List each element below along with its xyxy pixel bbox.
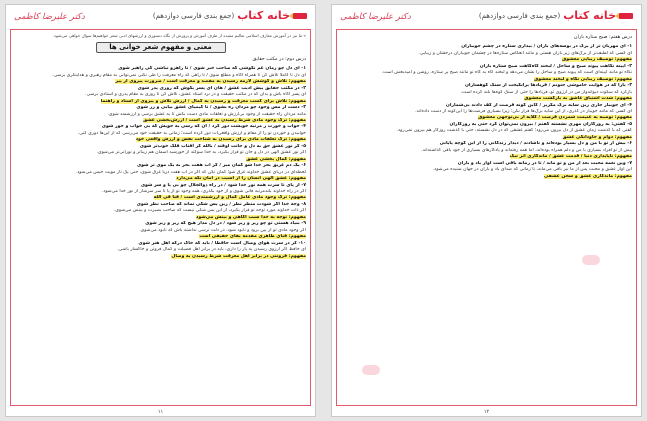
verse-line: ۳- دست از مس وجود چو مردان ره بشوی / تا کیمیای عشق بیابی و زر شوی bbox=[136, 105, 306, 111]
page-12 bbox=[331, 4, 642, 417]
explanation-line: ای کسی که لطیف‌تر از برگ‌های زیر باران هستی و مانند انعکاس ستاره‌ها در چشمان جویباران درخشان و زیبایی. bbox=[418, 50, 632, 56]
explanation-line: اگر ذات خداوند مورد توجه تو قرار بگیرد، از این پس شکی نیست که صاحب بصیرت و بینش می‌شوی. bbox=[113, 208, 306, 214]
verse-line: ۴- ای جویبار جاری زین سایه برگ مگریز / کاین گونه فرصت از کف دادند بی‌شماران bbox=[445, 102, 632, 108]
explanation-line: مانند مردان راه حقیقت از وجود بی‌ارزش و تعلقات مادی دست بکش تا به عشق برسی و ارزشمند شوی. bbox=[107, 111, 306, 117]
concept-line: مفهوم: تلاش و کوشش لازمه رسیدن به مقصد و معرفت است / ضرورت پیروی از پیر bbox=[115, 79, 306, 85]
verse-line: ۱- ای مهربان تر از برگ در بوسه‌های باران / بیداری ستاره در چشم جویباران bbox=[461, 44, 632, 50]
logo bbox=[479, 9, 633, 22]
explanation-line: نگاه تو مانند آیینه‌ای است که پیوند صبح و ساحل را نشان می‌دهد و لبخند گاه به گاه تو مانند صبح پر ستاره، روشن و امیدبخش است. bbox=[381, 70, 632, 76]
page-number: ۱۲ bbox=[483, 409, 490, 415]
concept-line: مفهوم: شدت اشتیاق عاشق به بازگشت معشوق bbox=[524, 96, 632, 102]
logo bbox=[153, 9, 307, 22]
verse-line: ۹- بنیاد هستی تو چو زیر و زبر شود / در دل مدار هیچ که زیر و زبر شوی bbox=[145, 221, 306, 227]
page-content bbox=[341, 33, 632, 180]
verse-line: ۶- یک دم غریق بحر خدا شو گمان مبر / کز آب هفت بحر به یک موی تر شوی bbox=[136, 163, 306, 169]
intro-note: » ما نیز در آموزش معارف اسلامی تعالیم مفیده از طرف آموزش و پرورش از نگاه دستوری و ارزشهای ادبی شعر خواهیم‌ها سوال خواهی می‌شود. bbox=[52, 33, 306, 38]
verse-line: ۷- وین نغمه محبت بعد از من و تو ماند / تا در زمانه باقی است آواز باد و باران bbox=[457, 160, 632, 166]
logo-text: خانه کتاب bbox=[563, 9, 616, 22]
concept-line: مفهوم: دوام و جاودانگی عشق bbox=[562, 134, 632, 140]
concept-line: مفهوم: کمال بخشی عشق bbox=[246, 156, 306, 162]
logo-subtitle: (جمع بندی فارسی دوازدهم) bbox=[152, 11, 235, 20]
page-content bbox=[15, 33, 306, 260]
explanation-line: خوابیدن و خوردن تو را از مقام و ارزش واقعی‌ات دور کرده است؛ زمانی به حقیقت خود می‌رسی که از این‌ها دوری کنی. bbox=[77, 130, 306, 136]
concept-line: مفهوم: توصیف زیبایی نگاه و لبخند معشوق bbox=[534, 76, 632, 82]
verse-line: ۳- بازآ که در هوایت خاموشی جنونم / فریادها برانگیخت از سنگ کوهساران bbox=[464, 83, 632, 89]
explanation-line: این آواز عشق و محبت پس از ما نیز باقی می‌ماند، تا زمانی که صدای باد و باران در جهان شنیده می‌شود. bbox=[432, 167, 632, 173]
pencil-icon bbox=[619, 13, 633, 19]
section-title: معنی و مفهوم شعر خوانی ها bbox=[96, 42, 226, 52]
logo-subtitle: (جمع بندی فارسی دوازدهم) bbox=[478, 11, 561, 20]
verse-line: ۶- بیش از تو با من و دل بسیار بوده‌اند و ناشادند / دیدار زندگانی را از این کوچه پایانی bbox=[439, 141, 632, 147]
verse-line: ۲- آیینه نگاهت پیوند صبح و ساحل / لبخند گاه‌گاهت صبح ستاره باران bbox=[479, 63, 632, 69]
concept-line: مفهوم: توصیه به غنیمت شمردن فرصت / گلایه از بی‌توجهی معشوق bbox=[478, 115, 632, 121]
list-item bbox=[341, 174, 632, 180]
explanation-line: ای کسی که مانند جویبار در گذری، از این سایه برگ‌ها فرار نکن؛ زیرا بسیاری فرصت‌ها را این‌گونه از دست داده‌اند. bbox=[415, 108, 632, 114]
list-item bbox=[15, 254, 306, 260]
explanation-line: ای دل تا کاملا تلاش کن تا همراه آگاه و مطلع شوی / تا راهی که راه معرفت را طی نکنی نمی‌توانی به مقام رهبری و هدایتگری برسی. bbox=[52, 72, 306, 78]
verse-line: ۱- ای دل چو زمان غم نکوشی که صاحب خبر شوی / تا راهرو نباشی کی راهبر شوی bbox=[118, 66, 306, 72]
explanation-line: اگر وجود مادی تو از بین برود و نابود شود، در دلت ترسی نداشته باش که نابود می‌شوی. bbox=[139, 227, 306, 233]
verse-line: ۲- در مکتب حقایق پیش ادیب عشق / هان ای پسر بکوش که روزی پدر شوی bbox=[137, 85, 306, 91]
verse-line: ۴- خواب و خورت ز مرتبه خویشت دور کرد / آن گه رسی به خویش که بی خواب و خور شوی bbox=[101, 124, 306, 130]
author-name: دکتر علیرضا کاظمی bbox=[340, 12, 411, 22]
author-name: دکتر علیرضا کاظمی bbox=[14, 12, 85, 22]
concept-line: مفهوم: ترک وجود مادی عامل کمال و ارزشمندی است / فنا فی الله bbox=[153, 195, 306, 201]
explanation-line: گفتی که با گذشت زمان عشق از دل بیرون می‌رود؛ گفتم عشقی که در دل نشسته، حتی با گذشت روزگار هم بیرون نمی‌رود. bbox=[396, 128, 632, 134]
explanation-line: بازگرد که سکوت دیوانه‌وار من در آرزوی تو، فریادها را حتی از سنگ کوه‌ها بلند کرده است. bbox=[460, 89, 632, 95]
list-item bbox=[341, 70, 632, 76]
lesson-heading: درس هفتم: صبح ستاره باران bbox=[574, 35, 632, 40]
pencil-icon bbox=[293, 13, 307, 19]
verse-list bbox=[15, 66, 306, 260]
verse-list bbox=[341, 44, 632, 180]
concept-line: مفهوم: توصیف زیبایی معشوق bbox=[562, 57, 632, 63]
verse-line: ۵- گفتی: به روزگاران مهری نشسته گفتم / بیرون نمی‌توان کرد حتی به روزگاران bbox=[449, 121, 632, 127]
pill-watermark-icon bbox=[582, 255, 600, 265]
explanation-line: ای حافظ اگر آرزوی رسیدن به یار را داری، باید در برابر اهل فضیلت و کمال فروتن و خاکسار باشی. bbox=[117, 247, 306, 253]
pill-watermark-icon bbox=[362, 365, 380, 375]
concept-line: مفهوم: ناپایداری دنیا / قدمت عشق / ماندگاری اثر نیک bbox=[509, 154, 632, 160]
explanation-line: ای پسر آگاه باش و بدان که در مکتب حقیقت و در نزد استاد عشق، تلاش کن تا روزی به مقام پدری و استادی برسی. bbox=[85, 92, 306, 98]
concept-line: مفهوم: توجه به خدا سبب آگاهی و بینش می‌شود bbox=[196, 214, 306, 220]
verse-line: ۱۰- گر در سرت هوای وصال است حافظا / باید که خاک درگه اهل هنر شوی bbox=[138, 240, 306, 246]
concept-line: مفهوم: تلاش برای کسب معرفت و رسیدن به کمال / ارزش تلاش و پیروی از استاد و راهنما bbox=[100, 98, 306, 104]
logo-text: خانه کتاب bbox=[237, 9, 290, 22]
verse-line: ۵- گر نور عشق حق به دل و جانت اوفتد / بالله کز آفتاب فلک خوب‌تر شوی bbox=[139, 143, 306, 149]
concept-line: مفهوم: فنای ظاهری مقدمه بقای حقیقی است bbox=[199, 234, 306, 240]
page-number: ۱۱ bbox=[157, 409, 164, 415]
page-header bbox=[338, 8, 635, 28]
page-11 bbox=[5, 4, 316, 417]
explanation-line: اگر نور عشق الهی در دل و جان تو قرار بگیرد، به خدا سوگند از خورشید آسمان هم زیباتر و نورانی‌تر می‌شوی. bbox=[96, 150, 306, 156]
concept-line: مفهوم: فروتنی در برابر اهل معرفت شرط رسیدن به وصال bbox=[171, 253, 306, 259]
explanation-line: اگر در راه خداوند بلندمرتبه فانی شوی و از خود بگذری، همه وجود تو از پا تا سر سرشار از نور خدا می‌شود. bbox=[101, 188, 306, 194]
lesson-heading: درس دوم: در مکتب حقایق bbox=[252, 56, 306, 62]
concept-line: مفهوم: عشق الهی انسان را از آسیب در امان نگه می‌دارد bbox=[176, 176, 306, 182]
verse-line: ۷- از پای تا سرت همه نور خدا شود / در راه ذوالجلال چو بی پا و سر شوی bbox=[140, 182, 306, 188]
concept-line: مفهوم: ترک وجود مادی شرط رسیدن به عشق است / ارزش‌بخشی عشق bbox=[142, 117, 306, 123]
verse-line: ۸- وجه خدا اگر شودت منظر نظر / زین پس شکی نماند که صاحب نظر شوی bbox=[136, 201, 306, 207]
concept-line: مفهوم: ترک تعلقات مادی برای رسیدن به شناخت نفس و ارزش واقعی خود bbox=[135, 137, 306, 143]
explanation-line: پیش از تو افراد بسیاری با من و دلم همراه بوده‌اند، اما همه رفته‌اند و یادگارهای بسیاری از خود باقی گذاشته‌اند. bbox=[421, 147, 632, 153]
explanation-line: لحظه‌ای در دریای عشق خداوند غرق شو؛ گمان نکن که اگر در آب هفت دریا غرق شوی، حتی یک تار مویت خیس می‌شود. bbox=[75, 169, 306, 175]
page-header bbox=[12, 8, 309, 28]
concept-line: مفهوم: ماندگاری عشق و سخن عشقی bbox=[544, 173, 632, 179]
